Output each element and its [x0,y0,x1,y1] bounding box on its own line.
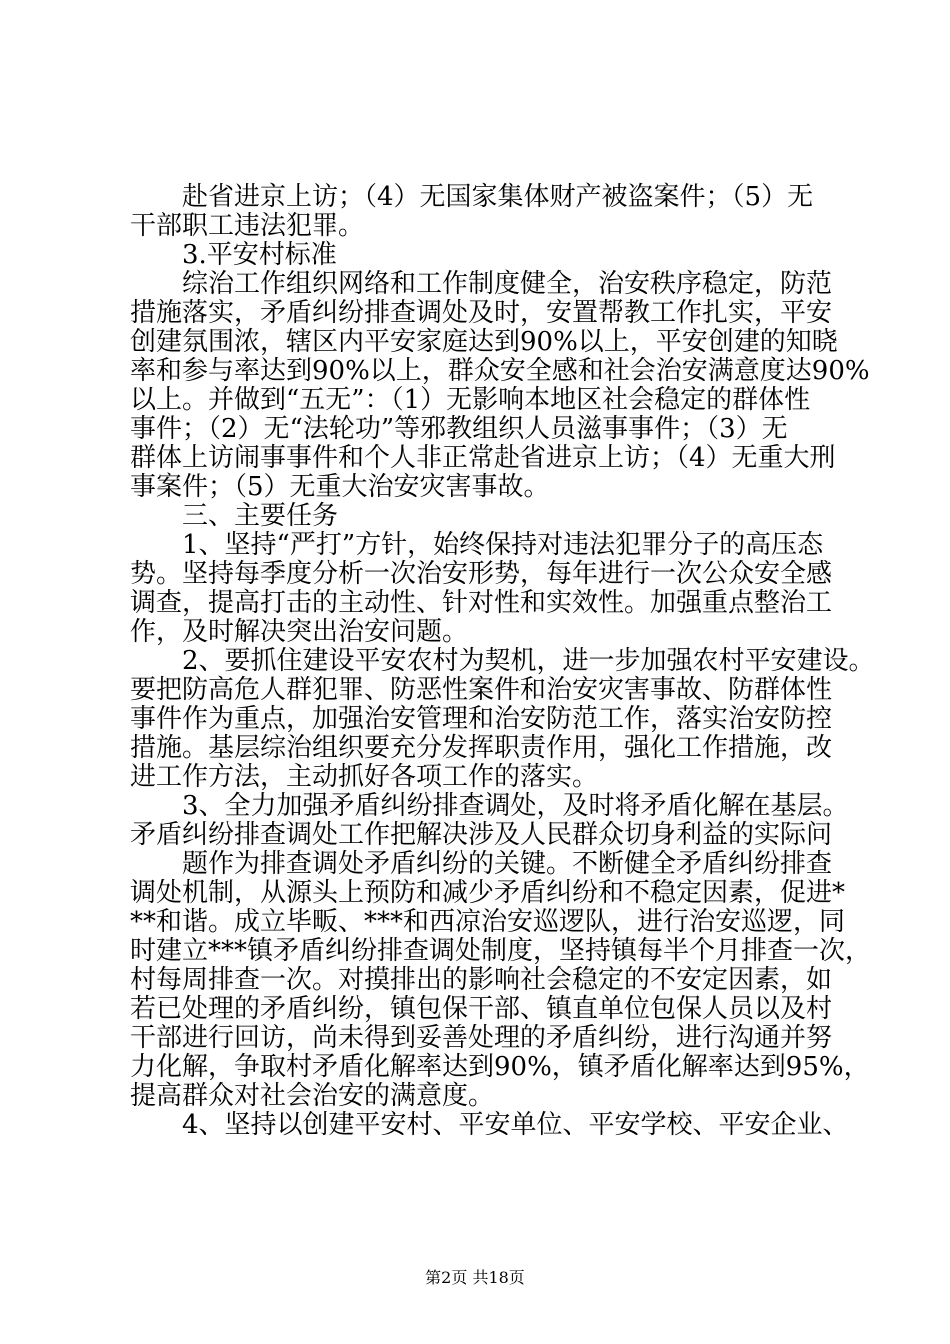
text-line: 进工作方法，主动抓好各项工作的落实。 [130,762,599,792]
section-heading: 3.平安村标准 [182,240,337,270]
text-line: 力化解，争取村矛盾化解率达到90%，镇矛盾化解率达到95%， [130,1052,870,1082]
text-line: 调查，提高打击的主动性、针对性和实效性。加强重点整治工 [130,588,833,618]
text-line: 事案件；（5）无重大治安灾害事故。 [130,472,550,502]
text-line: 创建氛围浓，辖区内平安家庭达到90%以上，平安创建的知晓 [130,327,838,357]
text-line: 调处机制，从源头上预防和减少矛盾纠纷和不稳定因素，促进* [130,878,846,908]
text-line: 群体上访闹事事件和个人非正常赴省进京上访；（4）无重大刑 [130,443,836,473]
text-line: 事件作为重点，加强治安管理和治安防范工作，落实治安防控 [130,704,833,734]
text-line: **和谐。成立毕畈、***和西凉治安巡逻队，进行治安巡逻，同 [130,907,846,937]
text-line: 事件；（2）无“法轮功”等邪教组织人员滋事事件；（3）无 [130,414,788,444]
text-line: 3、全力加强矛盾纠纷排查调处，及时将矛盾化解在基层。 [182,791,849,821]
text-line: 矛盾纠纷排查调处工作把解决涉及人民群众切身利益的实际问 [130,820,833,850]
text-line: 2、要抓住建设平安农村为契机，进一步加强农村平安建设。 [182,646,875,676]
text-line: 干部职工违法犯罪。 [130,211,365,241]
text-line: 势。坚持每季度分析一次治安形势，每年进行一次公众安全感 [130,559,833,589]
text-line: 措施。基层综治组织要充分发挥职责作用，强化工作措施，改 [130,733,833,763]
text-line: 赴省进京上访；（4）无国家集体财产被盗案件；（5）无 [182,182,814,212]
section-heading: 三、主要任务 [182,501,339,531]
text-line: 以上。并做到“五无”：（1）无影响本地区社会稳定的群体性 [130,385,811,415]
text-line: 干部进行回访，尚未得到妥善处理的矛盾纠纷，进行沟通并努 [130,1023,833,1053]
text-line: 1、坚持“严打”方针，始终保持对违法犯罪分子的高压态 [182,530,824,560]
text-line: 作，及时解决突出治安问题。 [130,617,469,647]
text-line: 率和参与率达到90%以上，群众安全感和社会治安满意度达90% [130,356,870,386]
text-line: 提高群众对社会治安的满意度。 [130,1081,495,1111]
text-line: 措施落实，矛盾纠纷排查调处及时，安置帮教工作扎实，平安 [130,298,833,328]
page-number: 第2页 共18页 [425,1268,525,1287]
text-line: 要把防高危人群犯罪、防恶性案件和治安灾害事故、防群体性 [130,675,833,705]
text-line: 题作为排查调处矛盾纠纷的关键。不断健全矛盾纠纷排查 [182,849,833,879]
text-line: 时建立***镇矛盾纠纷排查调处制度，坚持镇每半个月排查一次， [130,936,872,966]
text-line: 村每周排查一次。对摸排出的影响社会稳定的不安定因素，如 [130,965,833,995]
text-line: 若已处理的矛盾纠纷，镇包保干部、镇直单位包保人员以及村 [130,994,833,1024]
text-line: 4、坚持以创建平安村、平安单位、平安学校、平安企业、 [182,1110,849,1140]
text-line: 综治工作组织网络和工作制度健全，治安秩序稳定，防范 [182,269,833,299]
